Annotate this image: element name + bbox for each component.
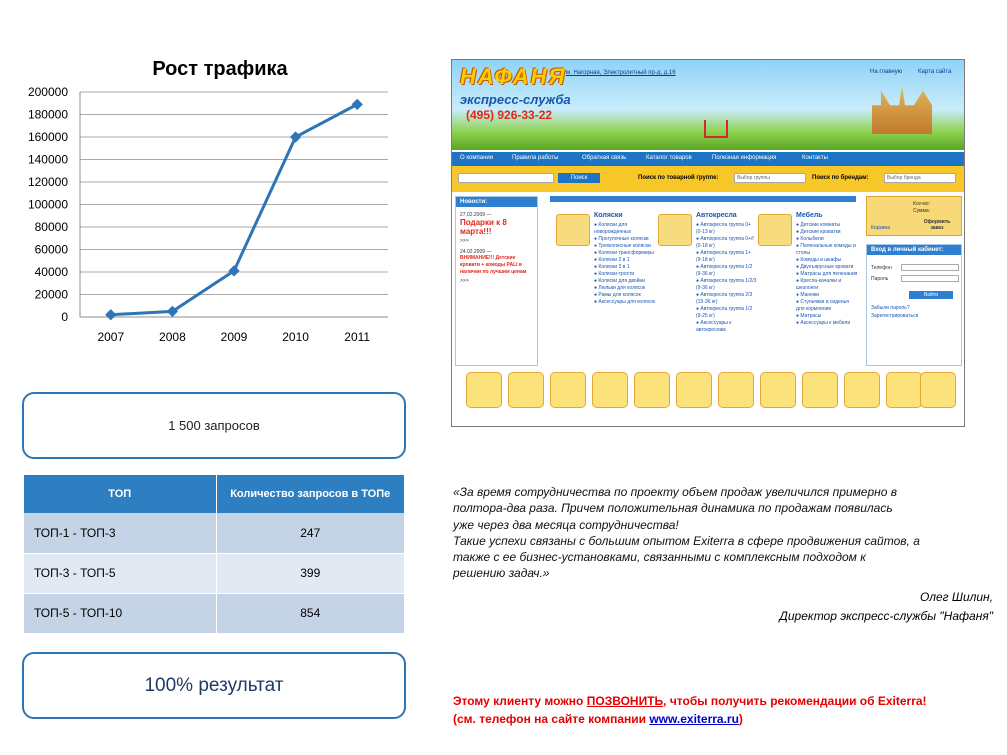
nav-item[interactable]: Обратная связь xyxy=(582,155,627,161)
x-tick-label: 2009 xyxy=(220,330,248,344)
register-link[interactable]: Зарегистрироваться xyxy=(871,313,919,319)
product-tile[interactable] xyxy=(802,372,838,408)
table-header-row xyxy=(24,475,404,513)
car-seat-icon[interactable] xyxy=(658,214,692,246)
cta-line-1 xyxy=(453,694,927,708)
forgot-password-link[interactable]: Забыли пароль? xyxy=(871,305,910,311)
basket-sum: Сумма: xyxy=(913,208,931,214)
catalog-title[interactable]: Коляски xyxy=(594,212,623,219)
catalog-item[interactable]: ● Коляски для новорожденных xyxy=(594,222,632,235)
site-search-input[interactable] xyxy=(458,173,554,183)
product-tile[interactable] xyxy=(592,372,628,408)
row-count: 399 xyxy=(216,553,404,593)
catalog-item[interactable]: ● Детские комнаты xyxy=(796,222,841,228)
catalog-item[interactable]: ● Автокресла группа 0+ (0-13 кг) xyxy=(696,222,751,235)
cta-text: , чтобы получить рекомендации об Exiterra! xyxy=(663,694,927,708)
chart-svg xyxy=(20,55,420,355)
header-count: Количество запросов в ТОПе xyxy=(216,475,404,513)
site-product-strip xyxy=(466,372,956,412)
catalog-item[interactable]: ● Коляски трансформеры xyxy=(594,250,654,256)
basket-label: Корзина xyxy=(871,225,891,231)
data-point xyxy=(290,131,301,142)
news-more-link[interactable]: >>> xyxy=(460,278,469,284)
table-row xyxy=(24,553,404,593)
quote-line: также с ее бизнес-установками, связанными с комплексным подходом к xyxy=(453,550,866,565)
y-tick-label: 0 xyxy=(61,310,68,324)
group-select[interactable]: Выбор группы xyxy=(734,173,806,183)
news-more-link[interactable]: >>> xyxy=(460,238,469,244)
table-row xyxy=(24,593,404,633)
nav-item[interactable]: Полезная информация xyxy=(712,155,777,161)
site-search-bar xyxy=(452,166,965,192)
row-count: 854 xyxy=(216,593,404,633)
y-tick-label: 120000 xyxy=(27,175,68,189)
y-tick-label: 40000 xyxy=(34,265,68,279)
y-tick-label: 60000 xyxy=(34,242,68,257)
site-catalog xyxy=(550,196,856,366)
product-tile[interactable] xyxy=(550,372,586,408)
site-basket[interactable] xyxy=(866,196,962,236)
table-row xyxy=(24,513,404,553)
site-nav xyxy=(452,152,965,166)
catalog-item[interactable]: ● Матрасы для пеленания xyxy=(796,271,858,277)
catalog-item[interactable]: ● Кресла-качалки и шезлонги xyxy=(796,278,842,291)
header-top: ТОП xyxy=(24,475,216,513)
product-tile[interactable] xyxy=(886,372,922,408)
catalog-item[interactable]: ● Пеленальные комоды и столы xyxy=(796,243,856,256)
row-count: 247 xyxy=(216,513,404,553)
series-line xyxy=(111,104,357,314)
quote-line: полтора-два раза. Причем положительная динамика по продажам появилась xyxy=(453,501,893,516)
y-tick-label: 140000 xyxy=(27,152,68,167)
basket-order-button[interactable]: Оформить заказ xyxy=(923,219,951,231)
site-home-link[interactable]: На главную xyxy=(870,69,903,75)
cta-line-2 xyxy=(453,712,743,726)
castle-illustration xyxy=(872,86,932,134)
catalog-item[interactable]: ● Колыбели xyxy=(796,236,824,242)
author-name: Олег Шилин, xyxy=(920,590,993,604)
testimonial-quote xyxy=(453,484,973,582)
product-tile[interactable] xyxy=(760,372,796,408)
product-tile[interactable] xyxy=(634,372,670,408)
chart-title: Рост трафика xyxy=(152,58,288,80)
product-tile[interactable] xyxy=(466,372,502,408)
login-password-input[interactable] xyxy=(901,275,959,282)
quote-line: решению задач.» xyxy=(453,566,550,581)
result-box xyxy=(22,652,406,719)
row-range: ТОП-5 - ТОП-10 xyxy=(24,593,216,633)
site-login-panel xyxy=(866,244,962,366)
stroller-icon[interactable] xyxy=(556,214,590,246)
catalog-item[interactable]: ● Автокресла группа 2/3 (15-36 кг) xyxy=(696,292,753,305)
news-headline[interactable]: Подарки к 8 марта!!! xyxy=(460,218,507,236)
login-button[interactable]: Войти xyxy=(909,291,953,299)
site-logo: НАФАНЯ xyxy=(460,64,567,89)
news-title: Новости: xyxy=(456,197,537,207)
catalog-item[interactable]: ● Автокресла группа 0+/I (0-18 кг) xyxy=(696,236,754,249)
catalog-title[interactable]: Мебель xyxy=(796,212,823,219)
news-date: 24.02.2009 — xyxy=(460,249,492,255)
result-text: 100% результат xyxy=(144,674,284,696)
catalog-item[interactable]: ● Автокресла группа 1+ (9-18 кг) xyxy=(696,250,751,263)
y-tick-label: 100000 xyxy=(27,197,68,212)
client-website-screenshot xyxy=(451,59,965,427)
login-phone-input[interactable] xyxy=(901,264,959,271)
catalog-item[interactable]: ● Стульчики и сиденья для кормления xyxy=(796,299,849,312)
catalog-item[interactable]: ● Прогулочные коляски xyxy=(594,236,649,242)
cta-text: (см. телефон на сайте компании xyxy=(453,712,650,726)
catalog-item[interactable]: ● Автокресла группа 1/2 (9-36 кг) xyxy=(696,264,753,277)
catalog-item[interactable]: ● Аксессуары для колясок xyxy=(594,299,656,305)
catalog-item[interactable]: ● Автокресла группа 1/2 (9-25 кг) xyxy=(696,306,753,319)
login-password-label: Пароль xyxy=(871,276,889,282)
product-tile[interactable] xyxy=(508,372,544,408)
author-role: Директор экспресс-службы "Нафаня" xyxy=(779,609,993,623)
catalog-item[interactable]: ● Люльки для колясок xyxy=(594,285,646,291)
catalog-item[interactable]: ● Матрасы xyxy=(796,313,822,319)
website-link[interactable]: www.exiterra.ru xyxy=(649,712,739,726)
nav-item[interactable]: Контакты xyxy=(802,155,828,161)
login-phone-label: Телефон xyxy=(871,265,892,271)
basket-qty: Кол-во: xyxy=(913,201,930,207)
x-tick-label: 2008 xyxy=(159,330,186,344)
product-tile[interactable] xyxy=(718,372,754,408)
catalog-list xyxy=(696,222,758,334)
site-news-panel xyxy=(455,196,538,366)
x-tick-label: 2011 xyxy=(344,330,371,344)
site-subtitle: экспресс-служба xyxy=(460,92,571,107)
data-point xyxy=(352,99,363,110)
login-title: Вход в личный кабинет: xyxy=(867,245,961,255)
catalog-list xyxy=(594,222,656,306)
row-range: ТОП-3 - ТОП-5 xyxy=(24,553,216,593)
cta-text: Этому клиенту можно xyxy=(453,694,587,708)
traffic-chart xyxy=(20,55,420,355)
catalog-item[interactable]: ● Комоды и шкафы xyxy=(796,257,842,263)
nav-item[interactable]: Правила работы xyxy=(512,155,559,161)
catalog-title[interactable]: Автокресла xyxy=(696,212,737,219)
catalog-item[interactable]: ● Манежи xyxy=(796,292,820,298)
row-range: ТОП-1 - ТОП-3 xyxy=(24,513,216,553)
quote-line: уже через два месяца сотрудничества! xyxy=(453,517,679,532)
brand-select[interactable]: Выбор бренда xyxy=(884,173,956,183)
nav-item[interactable]: Каталог товаров xyxy=(646,155,692,161)
call-link[interactable]: ПОЗВОНИТЬ xyxy=(586,694,664,708)
nav-item[interactable]: О компании xyxy=(460,155,494,161)
brand-search-label: Поиск по брендам: xyxy=(812,175,869,181)
product-tile[interactable] xyxy=(676,372,712,408)
quote-line: «За время сотрудничества по проекту объем продаж увеличился примерно в xyxy=(453,485,898,499)
catalog-item[interactable]: ● Детские кроватки xyxy=(796,229,841,235)
catalog-item[interactable]: ● Двухъярусные кровати xyxy=(796,264,854,270)
catalog-item[interactable]: ● Аксессуары к мебели xyxy=(796,320,851,326)
catalog-item[interactable]: ● Коляски 2 в 1 xyxy=(594,257,630,263)
requests-count: 1 500 запросов xyxy=(168,418,260,433)
site-phone: (495) 926-33-22 xyxy=(466,108,553,122)
product-tile[interactable] xyxy=(844,372,880,408)
y-tick-label: 180000 xyxy=(27,107,68,122)
catalog-item[interactable]: ● Автокресла группа 1/2/3 (9-36 кг) xyxy=(696,278,757,291)
catalog-item[interactable]: ● Аксессуары к автокреслам xyxy=(696,320,732,333)
product-tile[interactable] xyxy=(920,372,956,408)
y-tick-label: 160000 xyxy=(27,130,68,144)
top-positions-table xyxy=(24,475,404,634)
news-headline[interactable]: ВНИМАНИЕ!!! Детские кровати + комоды PALI в наличии по лучшим ценам xyxy=(460,255,527,275)
x-tick-label: 2007 xyxy=(97,330,125,344)
cta-text: ) xyxy=(738,712,743,726)
catalog-item[interactable]: ● Коляски для двойни xyxy=(594,278,646,284)
catalog-item[interactable]: ● Рамы для колясок xyxy=(594,292,641,298)
data-point xyxy=(105,309,116,320)
x-tick-label: 2010 xyxy=(282,330,309,344)
site-map-link[interactable]: Карта сайта xyxy=(918,69,952,75)
y-tick-label: 20000 xyxy=(34,287,68,302)
site-search-button[interactable]: Поиск xyxy=(558,173,600,183)
site-address[interactable]: м. Нагорная, Электролитный пр-д, д.16 xyxy=(566,70,676,76)
catalog-list xyxy=(796,222,858,327)
catalog-item[interactable]: ● Коляски 3 в 1 xyxy=(594,264,630,270)
catalog-item[interactable]: ● Коляски-трости xyxy=(594,271,635,277)
news-date: 27.02.2009 — xyxy=(460,212,492,218)
y-tick-label: 200000 xyxy=(27,85,68,99)
group-search-label: Поиск по товарной группе: xyxy=(638,175,719,181)
cart-illustration xyxy=(704,120,728,138)
catalog-item[interactable]: ● Трехколесные коляски xyxy=(594,243,651,249)
crib-icon[interactable] xyxy=(758,214,792,246)
requests-box xyxy=(22,392,406,459)
quote-line: Такие успехи связаны с большим опытом Exiterra в сфере продвижения сайтов, а xyxy=(453,533,920,548)
site-header xyxy=(452,60,965,150)
y-tick-label: 80000 xyxy=(34,220,68,234)
